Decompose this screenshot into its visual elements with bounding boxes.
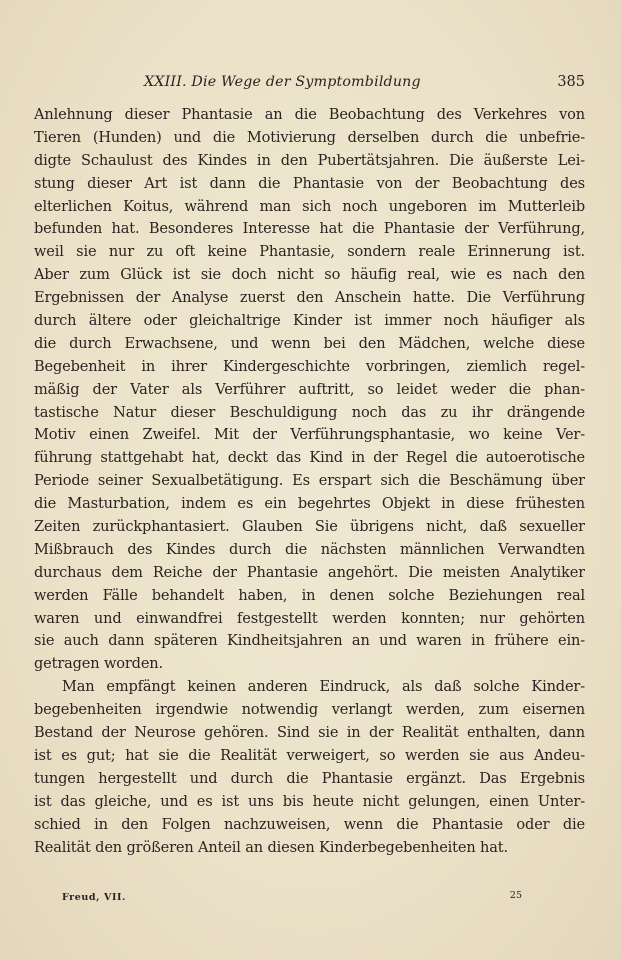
text-line: sie auch dann späteren Kindheitsjahren an und waren in frühere ein- (34, 632, 585, 650)
text-line: Periode seiner Sexualbetätigung. Es erspart sich die Beschämung über (34, 472, 585, 490)
text-line: Mißbrauch des Kindes durch die nächsten männlichen Verwandten (34, 540, 585, 558)
text-line: ist es gut; hat sie die Realität verweigert, so werden sie aus Andeu- (34, 746, 585, 764)
text-line: durch ältere oder gleichaltrige Kinder ist immer noch häufiger als (34, 312, 585, 330)
text-line: begebenheiten irgendwie notwendig verlangt werden, zum eisernen (34, 701, 585, 719)
body-text (34, 104, 585, 859)
text-line: tungen hergestellt und durch die Phantasie ergänzt. Das Ergebnis (34, 769, 585, 787)
text-line: Anlehnung dieser Phantasie an die Beobachtung des Verkehres von (34, 106, 585, 123)
page-header (34, 74, 585, 96)
text-line: Motiv einen Zweifel. Mit der Verführungsphantasie, wo keine Ver- (34, 426, 585, 444)
text-line: stung dieser Art ist dann die Phantasie von der Beobachtung des (34, 174, 585, 192)
text-line: ist das gleiche, und es ist uns bis heute nicht gelungen, einen Unter- (34, 792, 585, 810)
text-line: befunden hat. Besonderes Interesse hat die Phantasie der Verführung, (34, 220, 585, 238)
text-line: digte Schaulust des Kindes in den Pubertätsjahren. Die äußerste Lei- (34, 151, 585, 169)
text-line: die Masturbation, indem es ein begehrtes Objekt in diese frühesten (34, 495, 585, 513)
text-line: die durch Erwachsene, und wenn bei den Mädchen, welche diese (34, 334, 585, 352)
text-line: tastische Natur dieser Beschuldigung noch das zu ihr drängende (34, 403, 585, 421)
text-line: mäßig der Vater als Verführer auftritt, so leidet weder die phan- (34, 380, 585, 398)
page-footer (62, 892, 522, 908)
running-head: XXIII. Die Wege der Symptombildung (144, 74, 421, 90)
page-number: 385 (557, 74, 585, 90)
text-line: schied in den Folgen nachzuweisen, wenn die Phantasie oder die (34, 815, 585, 833)
text-line: getragen worden. (34, 655, 163, 673)
text-line: waren und einwandfrei festgestellt werden konnten; nur gehörten (34, 609, 585, 627)
sheet-number: 25 (509, 890, 522, 901)
text-line: Zeiten zurückphantasiert. Glauben Sie übrigens nicht, daß sexueller (34, 518, 585, 536)
text-line: werden Fälle behandelt haben, in denen solche Beziehungen real (34, 586, 585, 604)
paragraph (34, 104, 585, 676)
text-line: elterlichen Koitus, während man sich noch ungeboren im Mutterleib (34, 197, 585, 215)
text-line: weil sie nur zu oft keine Phantasie, sondern reale Erinnerung ist. (34, 243, 585, 261)
text-line: Begebenheit in ihrer Kindergeschichte vorbringen, ziemlich regel- (34, 357, 585, 375)
text-line: Man empfängt keinen anderen Eindruck, als daß solche Kinder- (62, 678, 585, 696)
sheet-signature: Freud, VII. (62, 892, 126, 903)
text-line: Realität den größeren Anteil an diesen Kinderbegebenheiten hat. (34, 838, 508, 856)
text-line: Aber zum Glück ist sie doch nicht so häufig real, wie es nach den (34, 266, 585, 284)
paragraph (34, 676, 585, 859)
text-line: Ergebnissen der Analyse zuerst den Anschein hatte. Die Verführung (34, 289, 585, 307)
text-line: Tieren (Hunden) und die Motivierung derselben durch die unbefrie- (34, 128, 585, 146)
text-line: Bestand der Neurose gehören. Sind sie in der Realität enthalten, dann (34, 724, 585, 742)
text-line: führung stattgehabt hat, deckt das Kind in der Regel die autoerotische (34, 449, 585, 467)
text-line: durchaus dem Reiche der Phantasie angehört. Die meisten Analytiker (34, 563, 585, 581)
